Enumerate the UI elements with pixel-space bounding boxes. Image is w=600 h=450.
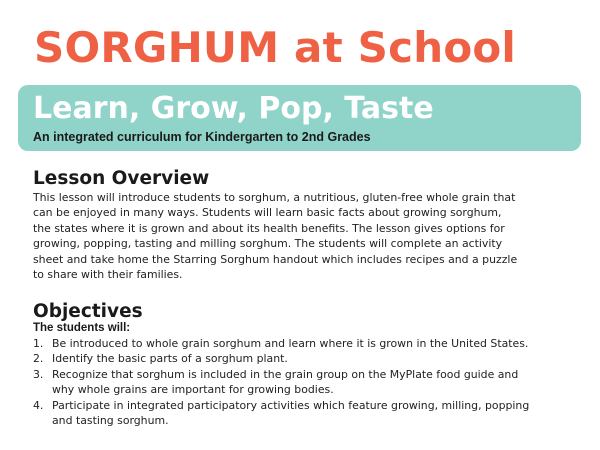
objective-item bbox=[33, 367, 578, 398]
objective-number: 2. bbox=[33, 352, 44, 366]
objectives-lead: The students will: bbox=[33, 322, 131, 334]
objectives-heading: Objectives bbox=[33, 301, 143, 322]
overview-heading: Lesson Overview bbox=[33, 168, 210, 189]
objective-text: Identify the basic parts of a sorghum plant. bbox=[52, 352, 288, 366]
objective-text: Be introduced to whole grain sorghum and learn where it is grown in the United States. bbox=[52, 337, 529, 350]
objective-number: 1. bbox=[33, 337, 44, 350]
page-title: SORGHUM at School bbox=[34, 23, 517, 72]
overview-paragraph bbox=[33, 190, 573, 282]
overview-line: can be enjoyed in many ways. Students will learn basic facts about growing sorghum, bbox=[33, 206, 502, 220]
objective-number: 4. bbox=[33, 398, 44, 412]
objective-text: Recognize that sorghum is included in the grain group on the MyPlate food guide and bbox=[52, 367, 519, 381]
banner-title: Learn, Grow, Pop, Taste bbox=[33, 91, 434, 126]
overview-line: sheet and take home the Starring Sorghum handout which includes recipes and a puzzle bbox=[33, 252, 518, 266]
objective-text: why whole grains are important for growing bodies. bbox=[52, 383, 334, 397]
objective-text: Participate in integrated participatory activities which feature growing, milling, popping bbox=[52, 398, 530, 412]
objective-item bbox=[33, 336, 578, 351]
overview-line: the states where it is grown and about its health benefits. The lesson gives options for bbox=[33, 221, 505, 235]
overview-line: This lesson will introduce students to sorghum, a nutritious, gluten-free whole grain that bbox=[33, 191, 516, 204]
overview-line: to share with their families. bbox=[33, 268, 183, 282]
objective-text: and tasting sorghum. bbox=[52, 414, 169, 428]
subtitle-banner bbox=[18, 85, 581, 151]
objective-number: 3. bbox=[33, 367, 44, 381]
objectives-list bbox=[33, 336, 578, 428]
objective-item bbox=[33, 351, 578, 366]
objective-item bbox=[33, 398, 578, 429]
banner-subtitle: An integrated curriculum for Kindergarten to 2nd Grades bbox=[33, 130, 371, 144]
overview-line: growing, popping, tasting and milling sorghum. The students will complete an activity bbox=[33, 237, 503, 251]
